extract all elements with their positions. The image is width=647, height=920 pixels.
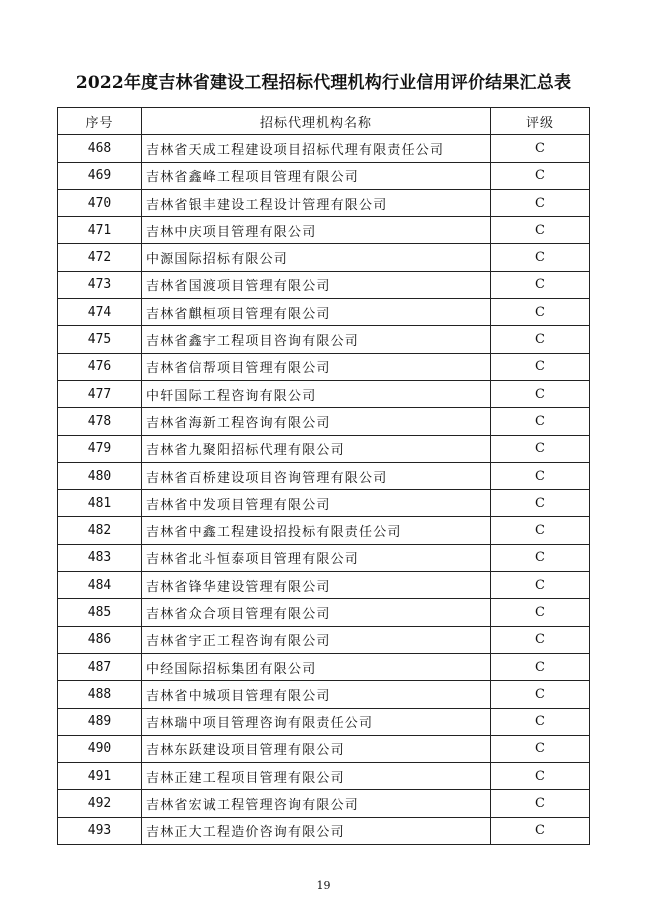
- agency-name-cell: 吉林正建工程项目管理有限公司: [142, 763, 491, 790]
- agency-name-cell: 吉林中庆项目管理有限公司: [142, 217, 491, 244]
- table-row: [58, 162, 590, 189]
- serial-number-cell: 488: [58, 681, 142, 708]
- agency-name-cell: 吉林东跃建设项目管理有限公司: [142, 735, 491, 762]
- serial-number-cell: 493: [58, 817, 142, 844]
- results-table: [57, 107, 590, 845]
- table-row: [58, 189, 590, 216]
- agency-name-cell: 吉林省百桥建设项目咨询管理有限公司: [142, 462, 491, 489]
- table-row: [58, 490, 590, 517]
- rating-cell: C: [491, 299, 590, 326]
- page-number: 19: [316, 879, 331, 892]
- agency-name-cell: 吉林省鑫峰工程项目管理有限公司: [142, 162, 491, 189]
- table-row: [58, 353, 590, 380]
- table-row: [58, 462, 590, 489]
- rating-cell: C: [491, 326, 590, 353]
- header-rating: 评级: [491, 108, 590, 135]
- table-body: [58, 135, 590, 845]
- table-row: [58, 735, 590, 762]
- table-row: [58, 244, 590, 271]
- rating-cell: C: [491, 271, 590, 298]
- table-row: [58, 817, 590, 844]
- rating-cell: C: [491, 162, 590, 189]
- document-title: 2022年度吉林省建设工程招标代理机构行业信用评价结果汇总表: [75, 73, 572, 93]
- agency-name-cell: 吉林省信帮项目管理有限公司: [142, 353, 491, 380]
- serial-number-cell: 475: [58, 326, 142, 353]
- agency-name-cell: 吉林省中鑫工程建设招投标有限责任公司: [142, 517, 491, 544]
- agency-name-cell: 吉林省中城项目管理有限公司: [142, 681, 491, 708]
- serial-number-cell: 491: [58, 763, 142, 790]
- table-row: [58, 681, 590, 708]
- serial-number-cell: 478: [58, 408, 142, 435]
- header-serial-number: 序号: [58, 108, 142, 135]
- table-row: [58, 572, 590, 599]
- serial-number-cell: 472: [58, 244, 142, 271]
- serial-number-cell: 471: [58, 217, 142, 244]
- serial-number-cell: 486: [58, 626, 142, 653]
- rating-cell: C: [491, 572, 590, 599]
- rating-cell: C: [491, 790, 590, 817]
- rating-cell: C: [491, 462, 590, 489]
- table-row: [58, 326, 590, 353]
- agency-name-cell: 吉林省宇正工程咨询有限公司: [142, 626, 491, 653]
- serial-number-cell: 490: [58, 735, 142, 762]
- serial-number-cell: 476: [58, 353, 142, 380]
- agency-name-cell: 中经国际招标集团有限公司: [142, 653, 491, 680]
- table-row: [58, 299, 590, 326]
- serial-number-cell: 473: [58, 271, 142, 298]
- table-row: [58, 599, 590, 626]
- table-row: [58, 380, 590, 407]
- header-agency-name: 招标代理机构名称: [142, 108, 491, 135]
- serial-number-cell: 484: [58, 572, 142, 599]
- agency-name-cell: 吉林省国渡项目管理有限公司: [142, 271, 491, 298]
- rating-cell: C: [491, 708, 590, 735]
- serial-number-cell: 480: [58, 462, 142, 489]
- serial-number-cell: 489: [58, 708, 142, 735]
- rating-cell: C: [491, 135, 590, 162]
- table-row: [58, 135, 590, 162]
- rating-cell: C: [491, 353, 590, 380]
- table-row: [58, 408, 590, 435]
- table-header-row: [58, 108, 590, 135]
- rating-cell: C: [491, 735, 590, 762]
- serial-number-cell: 468: [58, 135, 142, 162]
- rating-cell: C: [491, 490, 590, 517]
- rating-cell: C: [491, 217, 590, 244]
- serial-number-cell: 482: [58, 517, 142, 544]
- serial-number-cell: 470: [58, 189, 142, 216]
- table-row: [58, 517, 590, 544]
- rating-cell: C: [491, 408, 590, 435]
- rating-cell: C: [491, 544, 590, 571]
- agency-name-cell: 吉林省中发项目管理有限公司: [142, 490, 491, 517]
- table-row: [58, 763, 590, 790]
- agency-name-cell: 吉林省海新工程咨询有限公司: [142, 408, 491, 435]
- agency-name-cell: 吉林省北斗恒泰项目管理有限公司: [142, 544, 491, 571]
- serial-number-cell: 485: [58, 599, 142, 626]
- agency-name-cell: 吉林省麒桓项目管理有限公司: [142, 299, 491, 326]
- serial-number-cell: 492: [58, 790, 142, 817]
- rating-cell: C: [491, 189, 590, 216]
- rating-cell: C: [491, 517, 590, 544]
- rating-cell: C: [491, 435, 590, 462]
- agency-name-cell: 吉林省银丰建设工程设计管理有限公司: [142, 189, 491, 216]
- agency-name-cell: 吉林正大工程造价咨询有限公司: [142, 817, 491, 844]
- rating-cell: C: [491, 763, 590, 790]
- serial-number-cell: 479: [58, 435, 142, 462]
- rating-cell: C: [491, 244, 590, 271]
- rating-cell: C: [491, 626, 590, 653]
- serial-number-cell: 469: [58, 162, 142, 189]
- table-row: [58, 708, 590, 735]
- table-row: [58, 435, 590, 462]
- rating-cell: C: [491, 653, 590, 680]
- rating-cell: C: [491, 599, 590, 626]
- table-row: [58, 790, 590, 817]
- agency-name-cell: 吉林省天成工程建设项目招标代理有限责任公司: [142, 135, 491, 162]
- table-row: [58, 653, 590, 680]
- table-row: [58, 217, 590, 244]
- agency-name-cell: 吉林省众合项目管理有限公司: [142, 599, 491, 626]
- agency-name-cell: 吉林省九聚阳招标代理有限公司: [142, 435, 491, 462]
- agency-name-cell: 吉林瑞中项目管理咨询有限责任公司: [142, 708, 491, 735]
- agency-name-cell: 吉林省锋华建设管理有限公司: [142, 572, 491, 599]
- table-row: [58, 544, 590, 571]
- agency-name-cell: 中轩国际工程咨询有限公司: [142, 380, 491, 407]
- serial-number-cell: 474: [58, 299, 142, 326]
- agency-name-cell: 吉林省鑫宇工程项目咨询有限公司: [142, 326, 491, 353]
- rating-cell: C: [491, 681, 590, 708]
- rating-cell: C: [491, 817, 590, 844]
- serial-number-cell: 477: [58, 380, 142, 407]
- serial-number-cell: 487: [58, 653, 142, 680]
- rating-cell: C: [491, 380, 590, 407]
- serial-number-cell: 481: [58, 490, 142, 517]
- agency-name-cell: 中源国际招标有限公司: [142, 244, 491, 271]
- table-row: [58, 271, 590, 298]
- agency-name-cell: 吉林省宏诚工程管理咨询有限公司: [142, 790, 491, 817]
- serial-number-cell: 483: [58, 544, 142, 571]
- table-row: [58, 626, 590, 653]
